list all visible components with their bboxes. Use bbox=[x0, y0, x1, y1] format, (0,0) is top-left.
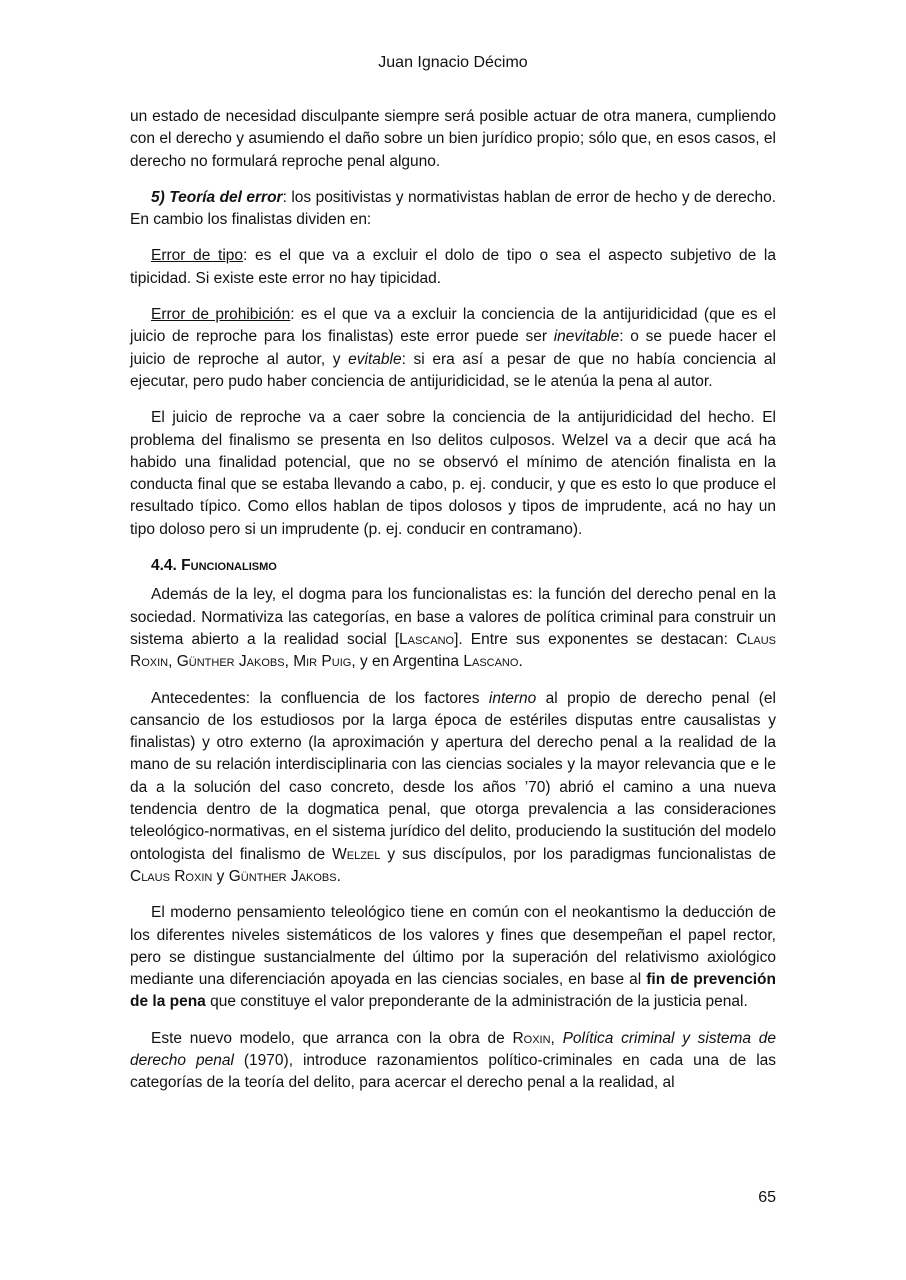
book-title: Política criminal y sistema de derecho penal bbox=[130, 1029, 776, 1069]
error-de-prohibicion-term: Error de prohibición bbox=[151, 306, 291, 324]
text-span: Este nuevo modelo, que arranca con la obra de bbox=[151, 1029, 513, 1047]
emphasis-interno: interno bbox=[488, 689, 537, 707]
author-name: Günther Jakobs bbox=[176, 653, 285, 671]
author-name: Welzel bbox=[332, 845, 381, 863]
paragraph-funcionalismo-intro bbox=[130, 584, 776, 673]
text-span: y sus discípulos, por los paradigmas funcionalistas de bbox=[380, 845, 776, 863]
page-body bbox=[130, 106, 776, 1109]
emphasis-evitable: evitable bbox=[348, 350, 402, 368]
author-name: Lascano bbox=[463, 653, 519, 671]
section-title: Funcionalismo bbox=[181, 557, 277, 575]
error-de-tipo-text: : es el que va a excluir el dolo de tipo o sea el aspecto subjetivo de la tipicidad. Si existe este error no hay tipicidad. bbox=[130, 247, 776, 287]
author-name: Lascano bbox=[399, 630, 455, 648]
text-span: . bbox=[336, 867, 341, 885]
section-number: 4.4. bbox=[151, 557, 182, 575]
error-theory-text: : los positivistas y normativistas hablan de error de hecho y de derecho. En cambio los finalistas dividen en: bbox=[130, 188, 776, 229]
running-header: Juan Ignacio Décimo bbox=[378, 54, 528, 71]
author-name: Claus Roxin bbox=[130, 867, 213, 885]
text-span: : o se puede hacer el juicio de reproche al autor, y bbox=[130, 328, 776, 368]
page-number: 65 bbox=[758, 1189, 776, 1206]
paragraph-1: un estado de necesidad disculpante siempre será posible actuar de otra manera, cumpliendo con el derecho y asumiendo el daño sobre un bien jurídico propio; sólo que, en esos casos, el derecho no formulará reproche penal alguno. bbox=[130, 108, 776, 170]
text-span: (1970), introduce razonamientos político-criminales en cada una de las categorías de la teoría del delito, para acercar el derecho penal a la realidad, al bbox=[130, 1051, 777, 1092]
section-heading-funcionalismo bbox=[130, 555, 776, 577]
text-span: Antecedentes: la confluencia de los factores bbox=[151, 689, 489, 707]
author-name: Günther Jakobs bbox=[228, 867, 337, 885]
text-span: : si era así a pesar de que no había conciencia al ejecutar, pero pudo haber conciencia de antijuridicidad, se le atenúa la pena al autor. bbox=[130, 350, 776, 390]
paragraph-error-de-prohibicion bbox=[130, 304, 776, 393]
paragraph-juicio-de-reproche: El juicio de reproche va a caer sobre la conciencia de la antijuridicidad del hecho. El problema del finalismo se presenta en lso delitos culposos. Welzel va a decir que acá ha habido una finalidad potencial, que no se observó el mínimo de atención finalista en la conducta final que se estaba llevando a cabo, p. ej. conducir, y que es esto lo que produce el resultado típico. Como ellos hablan de tipos dolosos y tipos de imprudente, acá no hay un tipo doloso pero si un imprudente (p. ej. conducir en contramano). bbox=[130, 409, 776, 538]
text-span: , y en Argentina bbox=[351, 653, 464, 671]
author-name: Roxin bbox=[512, 1029, 551, 1047]
bold-fin-de-prevencion: fin de prevención de la pena bbox=[130, 971, 776, 1011]
error-theory-label: 5) Teoría del error bbox=[151, 188, 283, 206]
text-span: y bbox=[212, 867, 229, 885]
paragraph-error-theory bbox=[130, 187, 776, 232]
text-span: , bbox=[550, 1029, 563, 1047]
text-span: que constituye el valor preponderante de la administración de la justicia penal. bbox=[205, 993, 748, 1011]
text-span: ]. Entre sus exponentes se destacan: bbox=[454, 630, 737, 648]
emphasis-inevitable: inevitable bbox=[553, 328, 620, 346]
paragraph-antecedentes bbox=[130, 688, 776, 889]
text-span: El moderno pensamiento teleológico tiene en común con el neokantismo la deducción de los diferentes niveles sistemáticos de los valores y fines que desempeñan el papel rector, pero se distingue sustancialmente del último por la superación del relativismo axiológico mediante una diferenciación apoyada en las ciencias sociales, en base al bbox=[130, 904, 776, 989]
text-span: , bbox=[284, 653, 294, 671]
author-name: Mir Puig bbox=[293, 653, 352, 671]
paragraph-nuevo-modelo bbox=[130, 1028, 776, 1095]
text-span: al propio de derecho penal (el cansancio de los estudiosos por la larga época de estériles disputas entre causalistas y finalistas) y otro externo (la aproximación y apertura del derecho penal a la realidad de la mano de su relación interdisciplinaria con las ciencias sociales y la mayor relevancia que e le da a la solución del caso concreto, desde los años ’70) abrió el camino a una nueva tendencia dentro de la dogmatica penal, que otorga prevalencia a las consideraciones teleológico-normativas, en el sistema jurídico del delito, produciendo la sustitución del modelo ontologista del finalismo de bbox=[130, 689, 776, 863]
author-name: Claus Roxin bbox=[130, 630, 776, 671]
paragraph-error-de-tipo bbox=[130, 245, 776, 290]
text-span: : es el que va a excluir la conciencia de la antijuridicidad (que es el juicio de reproche para los finalistas) este error puede ser bbox=[130, 306, 777, 346]
paragraph-pensamiento-teleologico bbox=[130, 902, 776, 1013]
text-span: . bbox=[518, 653, 523, 671]
text-span: Además de la ley, el dogma para los funcionalistas es: la función del derecho penal en la sociedad. Normativiza las categorías, en base a valores de política criminal para construir un sistema abierto a la realidad social [ bbox=[130, 586, 776, 648]
text-span: , bbox=[168, 653, 177, 671]
error-de-tipo-term: Error de tipo bbox=[151, 247, 244, 265]
